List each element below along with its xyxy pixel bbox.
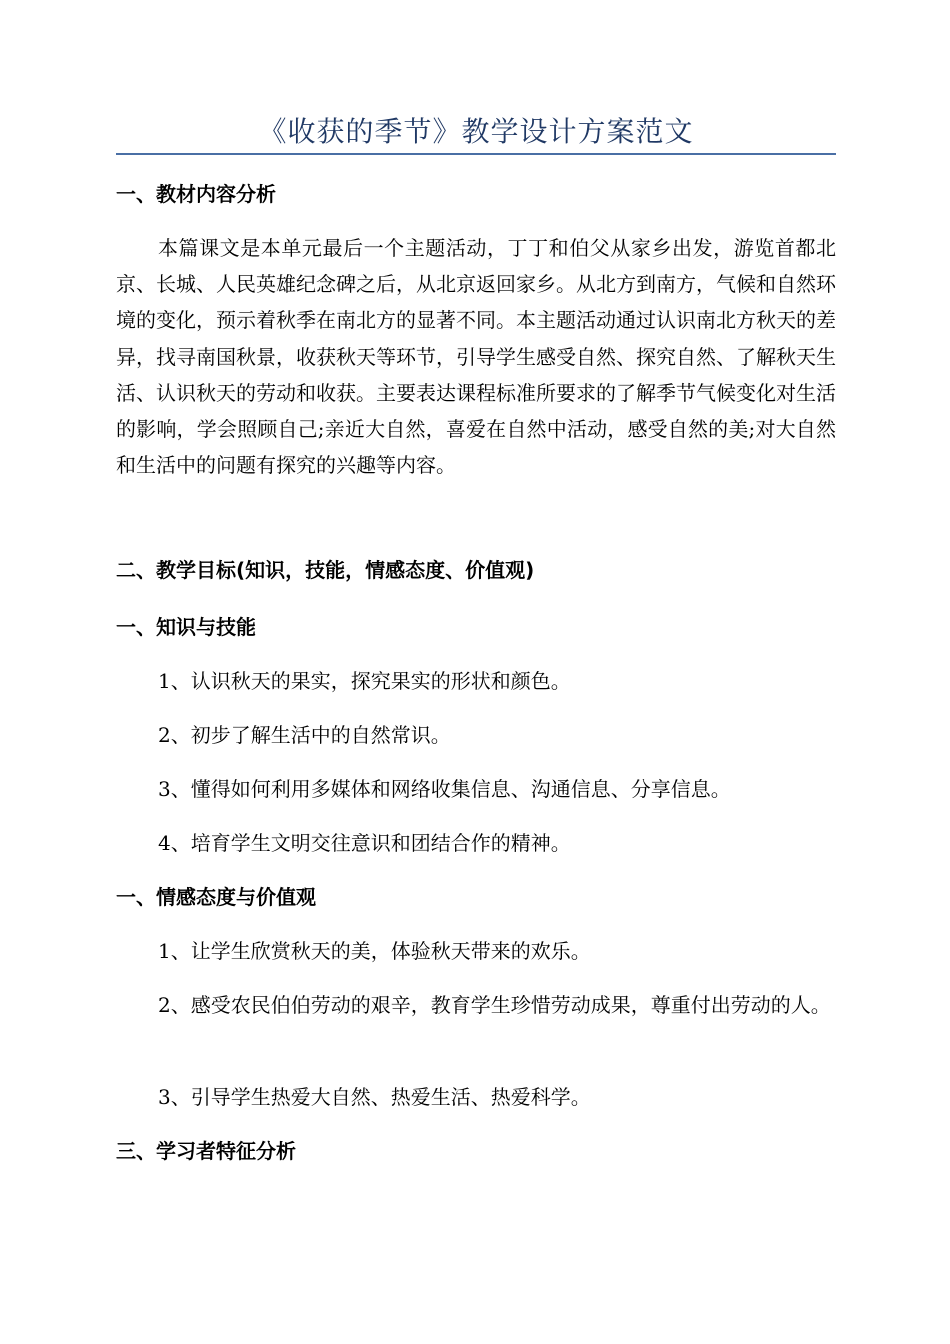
list-item: 2、初步了解生活中的自然常识。 — [158, 723, 451, 747]
subsection-heading-emotion-values: 一、情感态度与价值观 — [116, 885, 316, 909]
section-heading-teaching-goals: 二、教学目标(知识，技能，情感态度、价值观) — [116, 558, 535, 582]
list-item: 3、懂得如何利用多媒体和网络收集信息、沟通信息、分享信息。 — [158, 777, 731, 801]
section-paragraph-material-analysis: 本篇课文是本单元最后一个主题活动，丁丁和伯父从家乡出发，游览首都北京、长城、人民英雄纪念碑之后，从北京返回家乡。从北方到南方，气候和自然环境的变化，预示着秋季在南北方的显著不同。本主题活动通过认识南北方秋天的差异，找寻南国秋景，收获秋天等环节，引导学生感受自然、探究自然、了解秋天生活、认识秋天的劳动和收获。主要表达课程标准所要求的了解季节气候变化对生活的影响，学会照顾自己;亲近大自然，喜爱在自然中活动，感受自然的美;对大自然和生活中的问题有探究的兴趣等内容。 — [116, 236, 836, 478]
list-item: 1、让学生欣赏秋天的美，体验秋天带来的欢乐。 — [158, 939, 591, 963]
document-title: 《收获的季节》教学设计方案范文 — [258, 115, 694, 148]
section-heading-material-analysis: 一、教材内容分析 — [116, 182, 276, 206]
title-underline — [116, 153, 836, 155]
list-item: 2、感受农民伯伯劳动的艰辛，教育学生珍惜劳动成果，尊重付出劳动的人。 — [158, 993, 831, 1017]
list-item: 3、引导学生热爱大自然、热爱生活、热爱科学。 — [158, 1085, 591, 1109]
subsection-heading-knowledge-skills: 一、知识与技能 — [116, 615, 256, 639]
list-item: 1、认识秋天的果实，探究果实的形状和颜色。 — [158, 669, 571, 693]
list-item: 4、培育学生文明交往意识和团结合作的精神。 — [158, 831, 571, 855]
section-heading-learner-analysis: 三、学习者特征分析 — [116, 1139, 296, 1163]
